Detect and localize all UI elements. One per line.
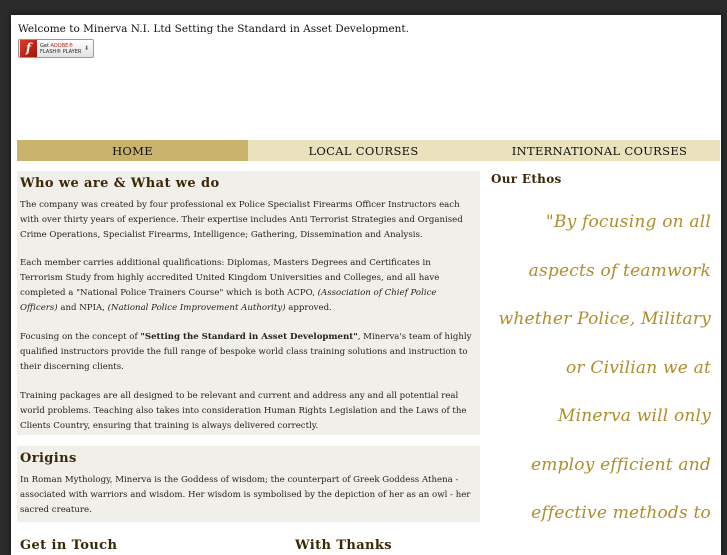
get-flash-player-button[interactable] <box>18 39 94 58</box>
flash-badge-product: FLASH® PLAYER <box>40 48 82 55</box>
p2-text-e: approved. <box>285 303 332 313</box>
download-arrow-icon: ⬇ <box>83 45 89 52</box>
origins-panel <box>17 446 480 522</box>
p3-text-c: , Minerva's team of highly qualified instructors provide the full range of bespoke world class training solutions and instruction to their discerning clients. <box>20 332 472 372</box>
origins-text: In Roman Mythology, Minerva is the Goddess of wisdom; the counterpart of Greek Goddess Athena - associated with warriors and wisdom. Her wisdom is symbolised by the depiction of her as an owl - her sacred creature. <box>20 475 471 515</box>
who-we-are-heading: Who we are & What we do <box>20 176 220 191</box>
nav-local-courses[interactable]: LOCAL COURSES <box>308 143 419 158</box>
who-paragraph-1: The company was created by four professional ex Police Specialist Firearms Officer Instructors each with over thirty years of experience. Their expertise includes Anti Terrorist Strategies and Organised Crime Operations, Specialist Firearms, Intelligence; Gathering, Dissemination and Analysis. <box>20 200 463 240</box>
who-paragraph-2 <box>20 256 476 316</box>
acpo-expansion: (Association of Chief Police Officers) <box>20 288 437 313</box>
nav-international-courses[interactable]: INTERNATIONAL COURSES <box>511 143 688 158</box>
with-thanks-heading: With Thanks <box>295 538 393 553</box>
page <box>11 15 721 555</box>
origins-heading: Origins <box>20 451 77 466</box>
get-in-touch-heading: Get in Touch <box>20 538 118 553</box>
welcome-text: Welcome to Minerva N.I. Ltd Setting the Standard in Asset Development. <box>18 23 409 35</box>
who-we-are-panel <box>17 171 480 435</box>
ethos-heading: Our Ethos <box>491 172 562 186</box>
who-paragraph-4: Training packages are all designed to be relevant and current and address any and all potential real world problems. Teaching also takes into consideration Human Rights Legislation and the Laws of the Clients Country, ensuring that training is always delivered correctly. <box>20 391 467 431</box>
flash-badge-get: Get <box>40 42 51 49</box>
nav-home[interactable]: HOME <box>17 140 248 161</box>
tagline-bold: "Setting the Standard in Asset Development" <box>140 332 358 342</box>
p3-text-a: Focusing on the concept of <box>20 332 141 342</box>
p2-text-c: and NPIA, <box>57 303 108 313</box>
flash-logo-icon: f <box>20 40 37 57</box>
flash-badge-brand: ADOBE® <box>50 42 74 49</box>
ethos-quote: "By focusing on all aspects of teamwork whether Police, Military or Civilian we at Minerva will only employ efficient and effective methods to <box>498 212 711 523</box>
who-paragraph-3 <box>20 330 476 375</box>
flash-badge-text <box>40 43 81 55</box>
main-nav <box>17 140 720 161</box>
npia-expansion: (National Police Improvement Authority) <box>107 303 286 313</box>
p2-text-a: Each member carries additional qualifications: Diplomas, Masters Degrees and Certificates in Terrorism Study from highly accredited United Kingdom Universities and Colleges, and all have completed a "National Police Trainers Course" which is both ACPO, <box>20 258 440 298</box>
